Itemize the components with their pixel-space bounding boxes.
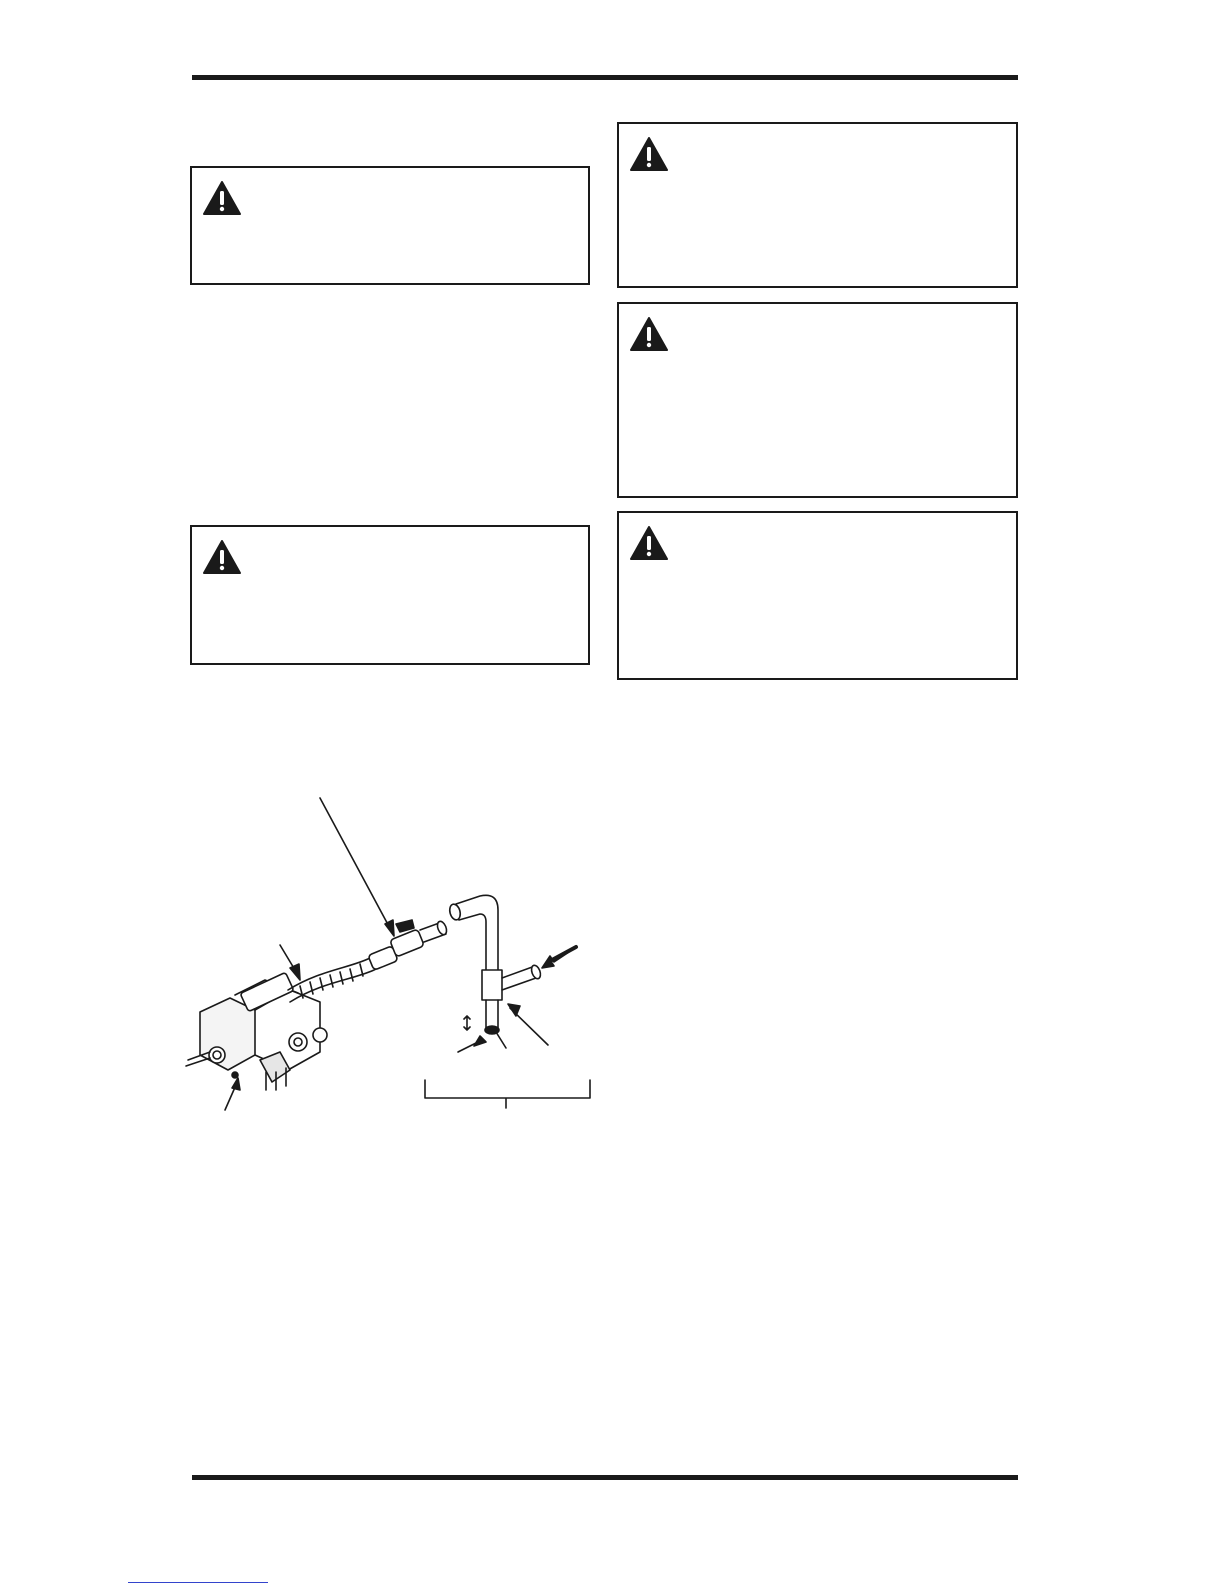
gas-control-valve [186,972,327,1090]
warning-box-left-1 [190,166,590,285]
warning-box-right-3 [617,511,1018,680]
gas-valve-installation-figure [180,790,620,1140]
warning-box-right-2 [617,302,1018,498]
footer-link-underline[interactable] [128,1582,268,1583]
gas-supply-pipe [448,895,542,1034]
warning-box-right-1 [617,122,1018,288]
flexible-gas-hose [288,946,398,1002]
warning-triangle-icon [202,180,242,216]
warning-triangle-icon [629,316,669,352]
warning-triangle-icon [629,525,669,561]
header-rule [192,75,1018,80]
sediment-trap-bracket [425,1080,590,1108]
leader-line-cap [496,1032,506,1048]
leader-line-shutoff [320,798,392,932]
warning-triangle-icon [202,539,242,575]
warning-triangle-icon [629,136,669,172]
shutoff-valve [390,920,449,957]
leader-arrow-hose [290,964,300,980]
footer-rule [192,1475,1018,1480]
dimension-marker [464,1016,470,1030]
warning-box-left-2 [190,525,590,665]
